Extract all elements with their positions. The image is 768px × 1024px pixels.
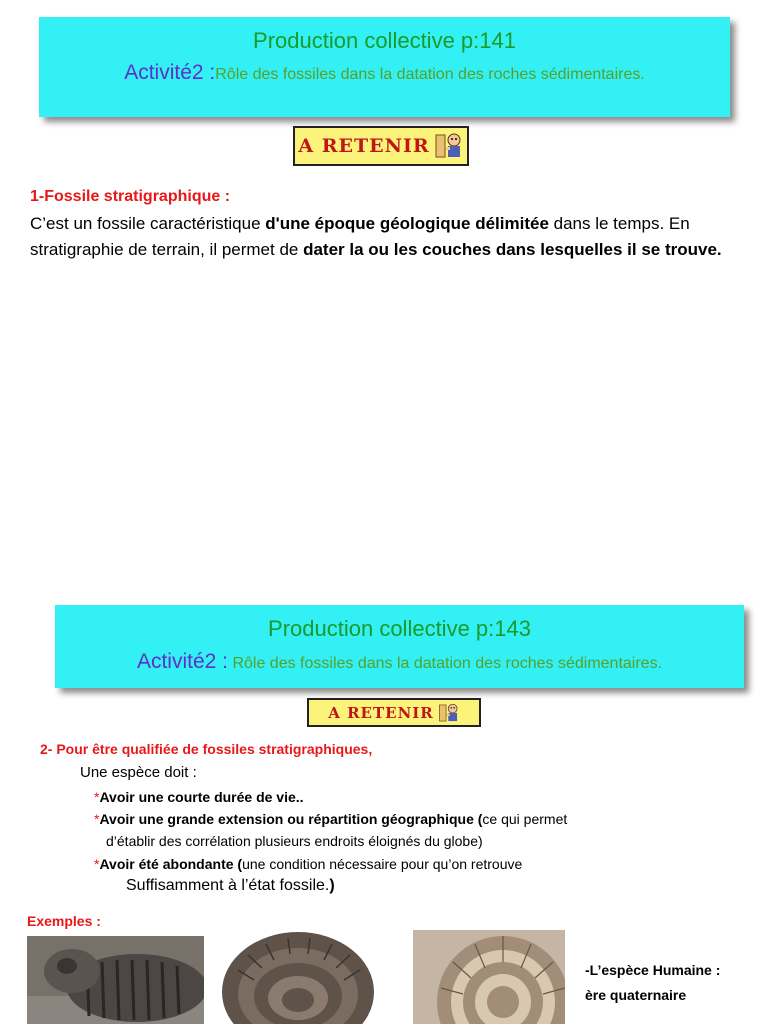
body-bold: d'une époque géologique délimitée: [265, 214, 549, 233]
banner-p143: [55, 605, 744, 688]
mascot-character-icon: [438, 702, 460, 724]
criterion-text: ce qui permet: [482, 811, 568, 827]
banner-title: Production collective p:143: [268, 616, 531, 641]
activity-label: Activité2 :: [136, 650, 228, 673]
section-2-intro: Une espèce doit :: [80, 764, 197, 781]
banner-subtitle: [55, 649, 744, 677]
criterion-1: [94, 786, 304, 808]
bullet-star: *: [94, 856, 100, 872]
criterion-bold: ): [329, 877, 335, 894]
criterion-text: Suffisamment à l’état fossile.: [126, 877, 330, 894]
trilobite-fossil-image: [27, 936, 204, 1024]
criterion-3: [94, 853, 714, 897]
criterion-2: [94, 808, 714, 852]
banner-title: Production collective p:141: [253, 28, 516, 53]
activity-label: Activité2 :: [124, 61, 216, 84]
caption-line: -L’espèce Humaine :: [585, 962, 721, 978]
section-1-body: [30, 211, 730, 263]
section-2-title: 2- Pour être qualifiée de fossiles stratigraphiques,: [40, 741, 373, 757]
criterion-bold: Avoir été abondante (: [99, 856, 243, 872]
mascot-character-icon: [434, 131, 464, 161]
criterion-text: d’établir des corrélation plusieurs endroits éloignés du globe): [106, 833, 483, 849]
banner-p141: [39, 17, 730, 117]
body-text: dans le temps. En stratigraphie de terrain, il permet de: [30, 214, 690, 259]
examples-title: Exemples :: [27, 913, 101, 929]
ammonite-fossil-image: [218, 930, 378, 1024]
body-text: C’est un fossile caractéristique: [30, 214, 266, 233]
activity-text: Rôle des fossiles dans la datation des roches sédimentaires.: [232, 655, 663, 672]
section-1-title: 1-Fossile stratigraphique :: [30, 188, 231, 205]
a-retenir-label: A RETENIR: [328, 703, 434, 722]
criterion-bold: Avoir une grande extension ou répartition géographique (: [99, 811, 483, 827]
bullet-star: *: [94, 789, 100, 805]
criterion-bold: Avoir une courte durée de vie..: [99, 789, 304, 805]
criterion-continuation: [94, 875, 714, 897]
caption-line: ère quaternaire: [585, 987, 687, 1003]
activity-text: Rôle des fossiles dans la datation des roches sédimentaires.: [215, 66, 645, 83]
a-retenir-label: A RETENIR: [298, 135, 430, 157]
example-caption: [585, 958, 720, 1008]
banner-subtitle: [39, 61, 730, 87]
body-bold: dater la ou les couches dans lesquelles il se trouve.: [303, 240, 722, 259]
bullet-star: *: [94, 811, 100, 827]
a-retenir-badge: [293, 126, 469, 166]
a-retenir-badge: [307, 698, 481, 727]
ammonite-cross-section-image: [413, 930, 565, 1024]
criterion-text: une condition nécessaire pour qu’on retrouve: [242, 856, 523, 872]
